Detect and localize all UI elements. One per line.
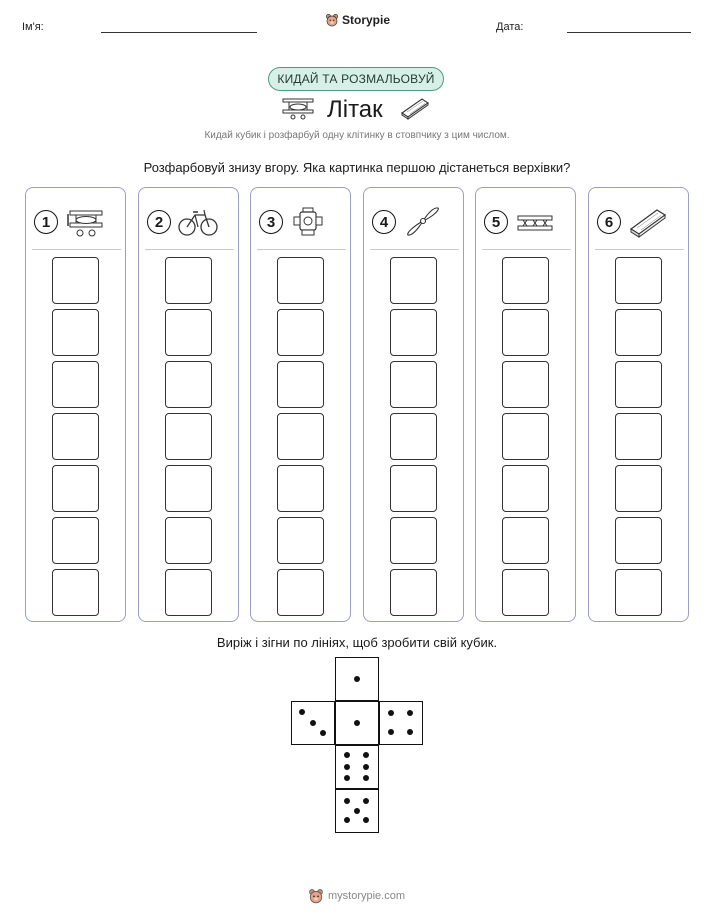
- color-cell[interactable]: [52, 517, 99, 564]
- color-cell[interactable]: [165, 309, 212, 356]
- dice-pip: [388, 710, 394, 716]
- color-cell[interactable]: [277, 361, 324, 408]
- color-cell[interactable]: [277, 465, 324, 512]
- color-cell[interactable]: [502, 257, 549, 304]
- color-cell[interactable]: [52, 257, 99, 304]
- dice-pip: [320, 730, 326, 736]
- engine-icon: [289, 206, 331, 238]
- activity-tag: КИДАЙ ТА РОЗМАЛЬОВУЙ: [268, 67, 444, 91]
- color-cell[interactable]: [165, 517, 212, 564]
- color-cell[interactable]: [277, 309, 324, 356]
- column-number: 3: [259, 210, 283, 234]
- dice-pip: [344, 764, 350, 770]
- color-cell[interactable]: [52, 465, 99, 512]
- dice-pip: [344, 817, 350, 823]
- plank-icon: [398, 95, 432, 121]
- color-cell[interactable]: [165, 413, 212, 460]
- color-cell[interactable]: [165, 569, 212, 616]
- color-cell[interactable]: [615, 361, 662, 408]
- color-cell[interactable]: [502, 517, 549, 564]
- dice-pip: [363, 764, 369, 770]
- bear-icon: [325, 13, 339, 27]
- color-cell[interactable]: [390, 309, 437, 356]
- date-line[interactable]: [567, 32, 691, 33]
- column-1: [25, 187, 126, 622]
- propeller-icon: [402, 205, 444, 239]
- biplane-icon: [64, 206, 106, 238]
- color-cell[interactable]: [502, 309, 549, 356]
- color-cell[interactable]: [502, 569, 549, 616]
- plank-icon: [627, 205, 669, 239]
- dice-face[interactable]: [335, 789, 379, 833]
- color-cell[interactable]: [390, 517, 437, 564]
- dice-pip: [407, 729, 413, 735]
- dice-face[interactable]: [379, 701, 423, 745]
- color-cell[interactable]: [277, 517, 324, 564]
- bear-icon: [308, 888, 324, 904]
- color-cell[interactable]: [52, 413, 99, 460]
- cut-instruction: Виріж і зігни по лініях, щоб зробити свій кубик.: [216, 635, 498, 650]
- column-number: 2: [147, 210, 171, 234]
- column-3: [250, 187, 351, 622]
- wing-icon: [514, 206, 556, 238]
- dice-face[interactable]: [291, 701, 335, 745]
- dice-pip: [344, 798, 350, 804]
- color-cell[interactable]: [165, 465, 212, 512]
- dice-face[interactable]: [335, 701, 379, 745]
- dice-pip: [363, 798, 369, 804]
- instruction: Розфарбовуй знизу вгору. Яка картинка першою дістанеться верхівки?: [143, 160, 571, 175]
- color-cell[interactable]: [615, 569, 662, 616]
- color-cell[interactable]: [52, 361, 99, 408]
- color-cell[interactable]: [502, 465, 549, 512]
- color-cell[interactable]: [615, 257, 662, 304]
- color-cell[interactable]: [52, 309, 99, 356]
- dice-pip: [407, 710, 413, 716]
- biplane-icon: [280, 96, 316, 120]
- column-6: [588, 187, 689, 622]
- color-cell[interactable]: [390, 257, 437, 304]
- name-line[interactable]: [101, 32, 257, 33]
- color-cell[interactable]: [615, 309, 662, 356]
- color-cell[interactable]: [165, 257, 212, 304]
- color-cell[interactable]: [390, 361, 437, 408]
- dice-face[interactable]: [335, 745, 379, 789]
- dice-pip: [363, 817, 369, 823]
- column-5: [475, 187, 576, 622]
- bicycle-icon: [177, 206, 219, 238]
- date-label: Дата:: [496, 21, 524, 33]
- color-cell[interactable]: [615, 465, 662, 512]
- dice-pip: [310, 720, 316, 726]
- color-cell[interactable]: [615, 413, 662, 460]
- color-cell[interactable]: [277, 257, 324, 304]
- dice-pip: [354, 808, 360, 814]
- color-cell[interactable]: [390, 569, 437, 616]
- subtitle: Кидай кубик і розфарбуй одну клітинку в стовпчику з цим числом.: [204, 130, 510, 141]
- color-cell[interactable]: [277, 569, 324, 616]
- dice-pip: [354, 676, 360, 682]
- brand-name: Storypie: [342, 13, 391, 27]
- column-2: [138, 187, 239, 622]
- color-cell[interactable]: [277, 413, 324, 460]
- dice-pip: [363, 752, 369, 758]
- column-number: 4: [372, 210, 396, 234]
- footer: [308, 888, 405, 904]
- column-number: 1: [34, 210, 58, 234]
- name-label: Ім'я:: [22, 21, 44, 33]
- color-cell[interactable]: [502, 413, 549, 460]
- footer-site[interactable]: mystorypie.com: [328, 890, 406, 902]
- dice-pip: [388, 729, 394, 735]
- dice-pip: [363, 775, 369, 781]
- color-cell[interactable]: [390, 413, 437, 460]
- color-cell[interactable]: [52, 569, 99, 616]
- color-cell[interactable]: [165, 361, 212, 408]
- dice-pip: [344, 752, 350, 758]
- color-cell[interactable]: [615, 517, 662, 564]
- column-number: 5: [484, 210, 508, 234]
- dice-pip: [354, 720, 360, 726]
- column-4: [363, 187, 464, 622]
- dice-pip: [299, 709, 305, 715]
- brand-logo: [325, 13, 390, 27]
- dice-pip: [344, 775, 350, 781]
- color-cell[interactable]: [390, 465, 437, 512]
- dice-face[interactable]: [335, 657, 379, 701]
- column-number: 6: [597, 210, 621, 234]
- page-title: Літак: [327, 96, 383, 123]
- color-cell[interactable]: [502, 361, 549, 408]
